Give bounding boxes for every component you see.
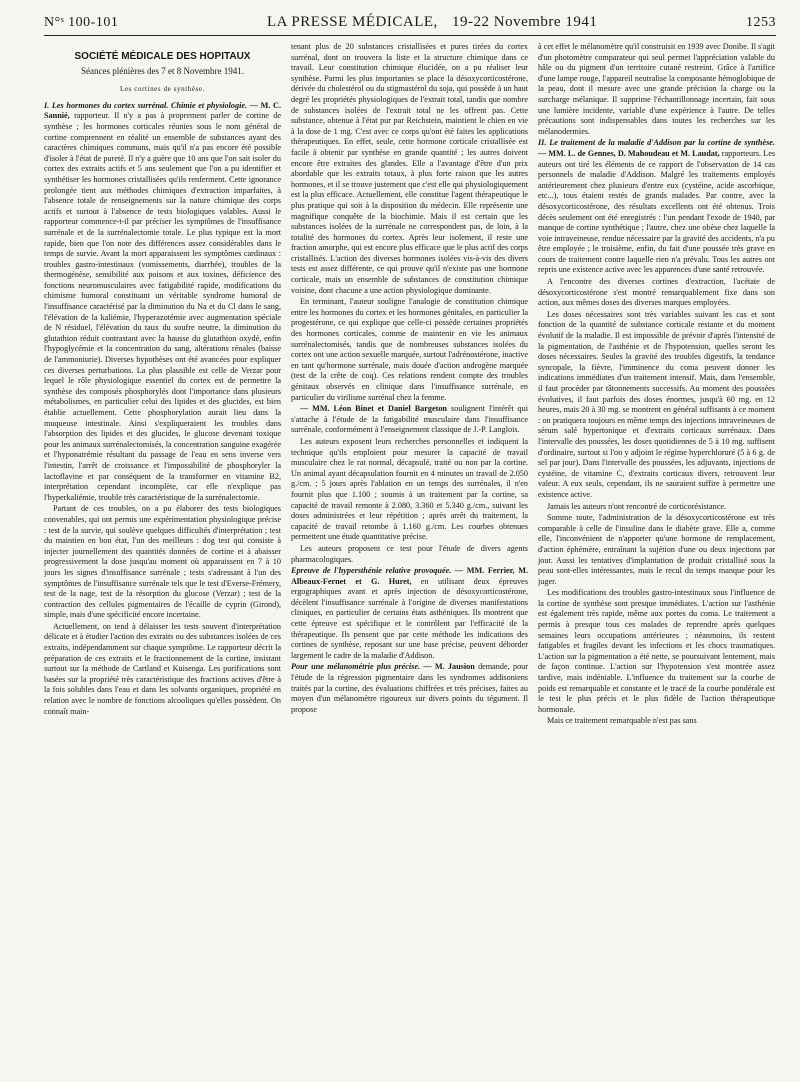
section-paragraph: [44, 101, 281, 504]
paragraph: Les doses nécessaires sont très variables suivant les cas et sont fonction de la quantité de substance corticale restante et du moment évolutif de la maladie. Il est impossible de prévoir d'après l'intensité de la pigmentation, de l'asthénie et de l'hypotension, quelles seront les doses nécessaires. Seules la gravité des troubles digestifs, la tendance syncopale, la fièvre, l'imminence du coma peuvent donner les indications immédiates d'un traitement intensif. Mais, dans l'ensemble, il faut procéder par tâtonnements successifs. Au moment des poussées évolutives, il faut parfois des doses énormes, jusqu'à 60 mg. en 12 heures, mais 20 à 30 mg. se montrent en général suffisants à ce moment : on pratiquera toujours en même temps des injections intraveineuses de sérum salé hypertonique et d'extraits corticaux surrénaux. Dans l'intervalle des poussées, les doses quotidiennes de 5 à 10 mg. suffisent d'ordinaire, surtout si l'on y adjoint le régime hyperchloruré (5 à 6 g. de sel par jour). Dans l'intervalle des poussées, les adjuvants, injections de cystéine, de vitamine C, d'extraits corticaux divers, retrouvent leur valeur. A eux seuls, cependant, ils ne sauraient suffire à permettre une existence active.: [538, 309, 775, 499]
paragraph: Partant de ces troubles, on a pu élaborer des tests biologiques convenables, qui ont permis une expérimentation physiologique précise : test de la survie, qui soulève quelques difficultés d'interprétation ; test du maintien en bon état, l'un des meilleurs : dog test qui consiste à injecter journellement des quantités données de cortine et à abaisser progressivement la dose jusqu'au moment où apparaissent en 7 à 10 jours les signes d'insuffisance surrénale ; tests s'adressant à l'un des symptômes de l'insuffisance surrénale tels que le test d'Everse-Frémery, test de la nage, test de la résorption du glucose (Verzar) ; test de la contraction des cellules pigmentaires de l'écaille de cyprin (Girond), simple, mais d'une spécificité encore incertaine.: [44, 504, 281, 620]
column-3: [538, 42, 775, 1072]
column-2: [291, 42, 528, 1072]
paragraph: Mais ce traitement remarquable n'est pas sans: [547, 716, 697, 726]
speaker-name: — M. C. Sannié,: [44, 100, 281, 121]
paragraph: Actuellement, on tend à délaisser les tests souvent d'interprétation délicate et à étudier l'action des extraits ou des substances isolées de ces extraits, indépendamment sur chaque symptôme. Le rapporteur décrit la préparation de ces extraits et le fractionnement de la cortine, insistant surtout sur la méthode de Cartland et Kuisenga. Les purifications sont basées sur la propriété très caractéristique des fractions actives d'être à la fois solubles dans l'eau et dans les solvants organiques, propriété en relation avec le nombre de fonctions alcooliques qu'elles possèdent. On connaît main-: [44, 621, 281, 716]
columns: [44, 42, 776, 1072]
speaker-name: — MM. Léon Binet et Daniel Bargeton: [300, 404, 447, 414]
section-title: Epreuve de l'hypersthénie relative provoquée.: [291, 566, 452, 576]
speaker-name: — MM. L. de Gennes, D. Mahoudeau et M. Laudat,: [538, 148, 720, 158]
paragraph-text: soulignent l'intérêt qui s'attache à l'étude de la fatigabilité musculaire dans l'insuffisance surrénale, conformément à l'enseignement classique de J.-P. Langlois.: [291, 404, 528, 435]
paragraph: En terminant, l'auteur souligne l'analogie de constitution chimique entre les hormones du cortex et les hormones génitales, en particulier la progestérone, ce qui explique que celle-ci possède certaines propriétés des hormones corticales, comme de maintenir en vie les animaux surrénalectomisés, tandis que de nombreuses substances isolées du cortex ont une action sexuelle marquée, surtout l'adrénostérone, inactive en tant qu'hormone surrénale, mais douée d'action androgène marquée (test de la crête de coq). Ces relations rendent compte des troubles génitaux observés en clinique dans l'insuffisance surrénale, en particulier du virilisme surrénal chez la femme.: [291, 297, 528, 402]
speaker-name: — M. Jausion: [423, 662, 475, 672]
paragraph: à cet effet le mélanomètre qu'il construisit en 1939 avec Donibe. Il s'agit d'un photomètre comparateur qui seul permet l'appréciation valable du hâle ou du pigment d'un territoire cutané restreint. Grâce à l'artifice d'une lampe rouge, l'appareil neutralise la composante hémoglobique de la peau, dont il mesure avec une grande précision la charge ou la surcharge mélanique. Il supprime l'échantillonnage incertain, fait sous une lumière incidente, variable d'une expérience à l'autre. De telles précautions sont indispensables dans toutes les recherches sur les mélanodermies.: [538, 42, 775, 136]
paragraph: tenant plus de 20 substances cristallisées et pures tirées du cortex surrénal, dont on trouvera la liste et la structure chimique dans ce travail. Leur constitution chimique élucidée, on a pu réaliser leur synthèse. Parmi les plus importantes se place la désoxycorticostérone, dérivée du cholestérol ou du stigmastérol du soja, qui possède à un haut degré les propriétés physiologiques de l'extrait total, tandis que nombre de substances isolées de l'extrait total ne les offrent pas. Cette substance, obtenue à l'état pur par Reichstein, maintient le chien en vie à la dose de 1 mg. C'est avec ce corps qu'ont été faites les applications thérapeutiques. En effet, seule, cette hormone corticale cristallisée est facile à obtenir par synthèse en grande quantité ; les autres doivent encore être extraites des glandes. Elle a l'avantage d'être d'un prix abordable que les extraits totaux, à plus forte raison que les autres hormones, et il se trouve justement que c'est elle qui physiologiquement est la plus efficace. Actuellement, elle constitue l'agent thérapeutique le plus pratique qui soit à la disposition du médecin. Elle représente une magnifique conquête de la biochimie. Mais il est certain que les substances isolées de la surrénale ne correspondent pas, de loin, à la totalité des hormones du cortex. Après leur isolement, il reste une fraction amorphe, qui est encore plus efficace que le plus actif des corps cristallisés. L'action des diverses hormones isolées vis-à-vis des divers tests est assez différente, ce qui prouve qu'il n'existe pas une hormone corticale, mais un ensemble de substances de constitution chimique voisine, dont chacune a une action physiologique dominante.: [291, 42, 528, 295]
journal-name: LA PRESSE MÉDICALE,: [267, 14, 438, 30]
paragraph: Les auteurs exposent leurs recherches personnelles et indiquent la technique qu'ils emploient pour mesurer la capacité de travail musculaire chez le rat normal, décapsulé, traité ou non par la cortine. Un animal ayant décapsulation fournit en 4 minutes un travail de 2.050 g./cm. ; 5 jours après l'ablation en un temps des surrénales, il n'en fournit plus que 1.100 ; soumis à un traitement par la cortine, sa capacité de travail remonte à 2.080, 3.360 et 5.340 g./cm., suivant les doses administrées et leur répétition ; après arrêt du traitement, la capacité de travail retombe à 1.160 g./cm. Les courbes obtenues permettent une étude quantitative précise.: [291, 436, 528, 542]
page-header: [44, 14, 776, 31]
paragraph-text: rapporteurs. Les auteurs ont tiré les éléments de ce rapport de l'observation de 14 cas personnels de maladie d'Addison. Malgré les traitements employés antérieurement chez plusieurs d'entre eux (cystéine, acide ascorbique, etc...), tous étaient restés de grands malades. Par contre, avec la désoxycorticostérone, des résultats excellents ont été obtenus. Trois décès seulement ont été enregistrés : l'un pendant l'exode de 1940, par manque de cortine synthétique ; l'autre, chez une obèse chez laquelle la voie intraveineuse, rendue nécessaire par la gravité des accidents, n'a pu être employée ; le troisième, enfin, du fait d'une poussée très grave en cours de traitement contre laquelle rien n'a prévalu. Tous les autres ont repris une existence active avec les apparences d'une santé retrouvée.: [538, 148, 775, 275]
speaker-name: — MM. Ferrier, M. Albeaux-Fernet et G. Huret,: [291, 566, 528, 586]
paragraph-text: rapporteur. Il n'y a pas à proprement parler de cortine de synthèse ; les hormones corticales réunies sous le nom général de cortine comprennent en réalité un ensemble de substances ayant des caractères chimiques communs, mais qu'il n'a pas encore été possible d'isoler à l'état de pureté. Il n'y a guère que 10 ans que l'on sait isoler du cortex des extraits actifs et 5 ans seulement que l'on a pu identifier et synthétiser les hormones cristallisées qu'ils renferment. Cette ignorance prolongée tient aux méthodes chimiques d'extraction imparfaites, à l'absence totale de renseignements sur la nature chimique des corps actifs et surtout à l'absence de tests biologiques valables. Aussi le rapporteur commence-t-il par préciser les symptômes de l'insuffisance surrénale et de la surrénalectomie totale. Le plus typique est la mort rapide, bien que l'on note des différences assez considérables dans le temps de survie. Avant la mort apparaissent les symptômes cardinaux : troubles gastro-intestinaux (vomissements, diarrhée), troubles de la thermogénèse, sensibilité aux poisons et aux toxines, déficience des fonctions neuromusculaires avec fatigabilité rapide, modifications du chimisme humoral constituant un véritable syndrome humoral de l'insuffisance caractérisé par la diminution du Na et du Cl dans le sang, l'élévation de la kaliémie, l'hyperazotémie avec augmentation spéciale de N résiduel, l'élévation du taux du soufre neutre, la diminution du glutathion réduit contrastant avec la hausse du glutathion oxydé, enfin l'hypoglycémie et la concentration du sang, altérations rénales (baisse de l'ammoniurie). Diverses hypothèses ont été avancées pour expliquer ces diverses perturbations. La plus plausible est celle de Verzar pour lequel le rôle physiologique essentiel du cortex est de permettre la synthèse des composés phosphorylés dont l'importance dans plusieurs métabolismes, en particulier celui des lipides et des glucides, est bien établie actuellement. Cette phosphorylation aurait lieu dans la muqueuse intestinale. Ainsi s'expliqueraient les troubles dans l'absorption des lipides et des glucides, le glucose devenant toxique pour les animaux surrénalectomisés, la concentration sanguine exagérée et l'hyponatrémie résultant du passage de l'eau en sens inverse vers l'intestin, l'arrêt de croissance et l'impossibilité de phosphoryler la lactoflavine et par conséquent de la transformer en vitamine B2, interprétation cependant incomplète, car elle n'explique pas l'hyperkaliémie, trouble très caractéristique de la surrénalectomie.: [44, 111, 281, 502]
paragraph: Somme toute, l'administration de la désoxycorticostérone est très comparable à celle de l'insuline dans le diabète grave. Elle a, comme elle, l'inconvénient de n'apporter qu'une hormone de remplacement, d'action éphémère, entraînant la sujétion d'une ou deux injections par jour. Aussi les tentatives d'implantation de produit cristallisé sous la peau sont-elles intéressantes, mais le recul du temps manque pour les juger.: [538, 513, 775, 586]
section-paragraph: [291, 404, 528, 436]
issue-date: 19-22 Novembre 1941: [452, 14, 598, 30]
page-number: 1253: [746, 15, 776, 30]
paragraph: Jamais les auteurs n'ont rencontré de corticorésistance.: [547, 501, 727, 511]
column-1: [44, 42, 281, 1072]
issue-number: N°ˢ 100-101: [44, 15, 119, 30]
section-title: Pour une mélanométrie plus précise.: [291, 662, 421, 672]
section-title: II. Le traitement de la maladie d'Addison par la cortine de synthèse.: [538, 138, 775, 148]
section-paragraph: [291, 662, 528, 715]
journal-title: [267, 14, 597, 31]
section-title: I. Les hormones du cortex surrénal. Chimie et physiologie.: [44, 100, 248, 110]
sessions-line: Séances plénières des 7 et 8 Novembre 1941.: [81, 65, 244, 76]
paragraph: A l'encontre des diverses cortines d'extraction, l'acétate de désoxycorticostérone s'est montré remarquablement fixe dans son action, aux mêmes doses des diverses marques employées.: [538, 277, 775, 308]
section-paragraph: [291, 566, 528, 661]
paragraph-text: en utilisant deux épreuves ergographiques avant et après injection de désoxycorticostérone, décèlent l'insuffisance surrénale à l'origine de diverses manifestations cliniques, en particulier de certains états asthéniques. Ils montrent que cette épreuve est spécifique et le contrôlent par l'efficacité de la thérapeutique. Ils pensent que par cette méthode les indications des cortines de synthèse, reposant sur une base précise, peuvent déborder largement le cadre de la maladie d'Addison.: [291, 576, 528, 660]
header-rule: [44, 35, 776, 36]
section-paragraph: [538, 138, 775, 276]
paragraph-text: demande, pour l'étude de la régression pigmentaire dans les syndromes addisoniens traités par la cortine, des évaluations chiffrées et très précises, faites au moyen d'un mélanomètre rigoureux sur divers points du tégument. Il propose: [291, 662, 528, 714]
topic-heading: Les cortines de synthèse.: [120, 85, 205, 94]
paragraph: Les auteurs proposent ce test pour l'étude de divers agents pharmacologiques.: [291, 543, 528, 564]
paragraph: Les modifications des troubles gastro-intestinaux sous l'influence de la cortine de synthèse sont presque immédiates. L'action sur l'asthénie est également très rapide, même aux portes du coma. Le traitement a permis à presque tous ces malades de reprendre après quelques semaines leurs occupations antérieures ; néanmoins, ils restent fatigables et fragiles devant les infections et les chocs traumatiques. L'action sur la pigmentation a été nette, se poursuivant lentement, mais de façon continue. L'action sur l'hypotension s'est montrée assez tardive, mais indéniable. L'influence du traitement sur la courbe de poids est remarquable et constante et le tracé de la courbe pondérale est le test le plus précis et le plus fidèle de l'action thérapeutique hormonale.: [538, 588, 775, 714]
society-title: SOCIÉTÉ MÉDICALE DES HOPITAUX: [74, 51, 251, 62]
